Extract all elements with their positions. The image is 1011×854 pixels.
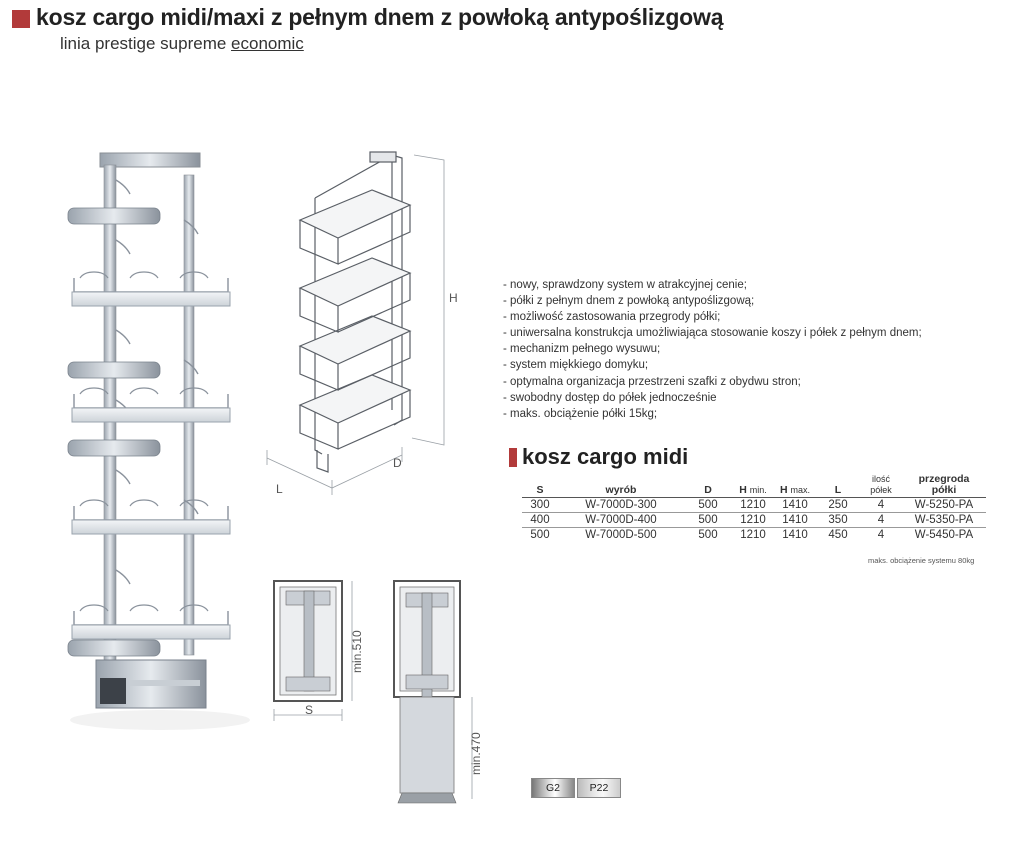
page-subtitle bbox=[60, 34, 304, 54]
finish-swatch-g2[interactable]: G2 bbox=[531, 778, 575, 798]
section-title: kosz cargo midi bbox=[522, 444, 689, 469]
col-header-hmax: H max. bbox=[774, 474, 816, 498]
col-header-d: D bbox=[684, 474, 732, 498]
dimension-l-label: L bbox=[276, 482, 283, 495]
feature-item: - nowy, sprawdzony system w atrakcyjnej cenie; bbox=[503, 277, 922, 293]
col-header-ilosc: ilość półek bbox=[860, 474, 902, 498]
dimension-s-label: S bbox=[305, 703, 314, 717]
product-photo bbox=[60, 150, 260, 740]
col-header-l: L bbox=[816, 474, 860, 498]
table-row: 400 W-7000D-400 500 1210 1410 350 4 W-5350-PA bbox=[522, 513, 986, 528]
col-header-s: S bbox=[522, 474, 558, 498]
feature-item: - optymalna organizacja przestrzeni szafki z obydwu stron; bbox=[503, 374, 922, 390]
section-drawing-width bbox=[268, 575, 378, 723]
feature-item: - swobodny dostęp do półek jednocześnie bbox=[503, 390, 922, 406]
feature-item: - mechanizm pełnego wysuwu; bbox=[503, 341, 922, 357]
table-row: 300 W-7000D-300 500 1210 1410 250 4 W-5250-PA bbox=[522, 498, 986, 513]
dimension-d-label: D bbox=[393, 456, 402, 470]
isometric-drawing bbox=[262, 150, 477, 495]
spec-table bbox=[522, 474, 986, 542]
table-header-row bbox=[522, 474, 986, 498]
dimension-h-label: H bbox=[449, 291, 458, 305]
elevation-drawing-height bbox=[388, 575, 498, 810]
page-title: kosz cargo midi/maxi z pełnym dnem z powłoką antypoślizgową bbox=[36, 4, 724, 30]
feature-item: - maks. obciążenie półki 15kg; bbox=[503, 406, 922, 422]
feature-item: - uniwersalna konstrukcja umożliwiająca stosowanie koszy i półek z pełnym dnem; bbox=[503, 325, 922, 341]
col-header-hmin: H min. bbox=[732, 474, 774, 498]
table-note: maks. obciążenie systemu 80kg bbox=[868, 556, 975, 565]
table-row: 500 W-7000D-500 500 1210 1410 450 4 W-5450-PA bbox=[530, 529, 974, 541]
subtitle-economic-link[interactable]: economic bbox=[231, 34, 304, 53]
finish-swatch-p22[interactable]: P22 bbox=[577, 778, 621, 798]
dimension-min510-label: min.510 bbox=[350, 630, 364, 673]
col-header-wyrob: wyrób bbox=[558, 474, 684, 498]
dimension-min470-label: min.470 bbox=[469, 732, 483, 775]
title-accent-square bbox=[12, 10, 30, 28]
feature-item: - półki z pełnym dnem z powłoką antypoślizgową; bbox=[503, 293, 922, 309]
subtitle-prefix: linia prestige supreme bbox=[60, 34, 232, 53]
feature-item: - system miękkiego domyku; bbox=[503, 357, 922, 373]
features-list bbox=[503, 277, 922, 422]
section-accent-bar bbox=[509, 448, 517, 467]
col-header-przegroda: przegroda półki bbox=[902, 474, 986, 498]
feature-item: - możliwość zastosowania przegrody półki; bbox=[503, 309, 922, 325]
